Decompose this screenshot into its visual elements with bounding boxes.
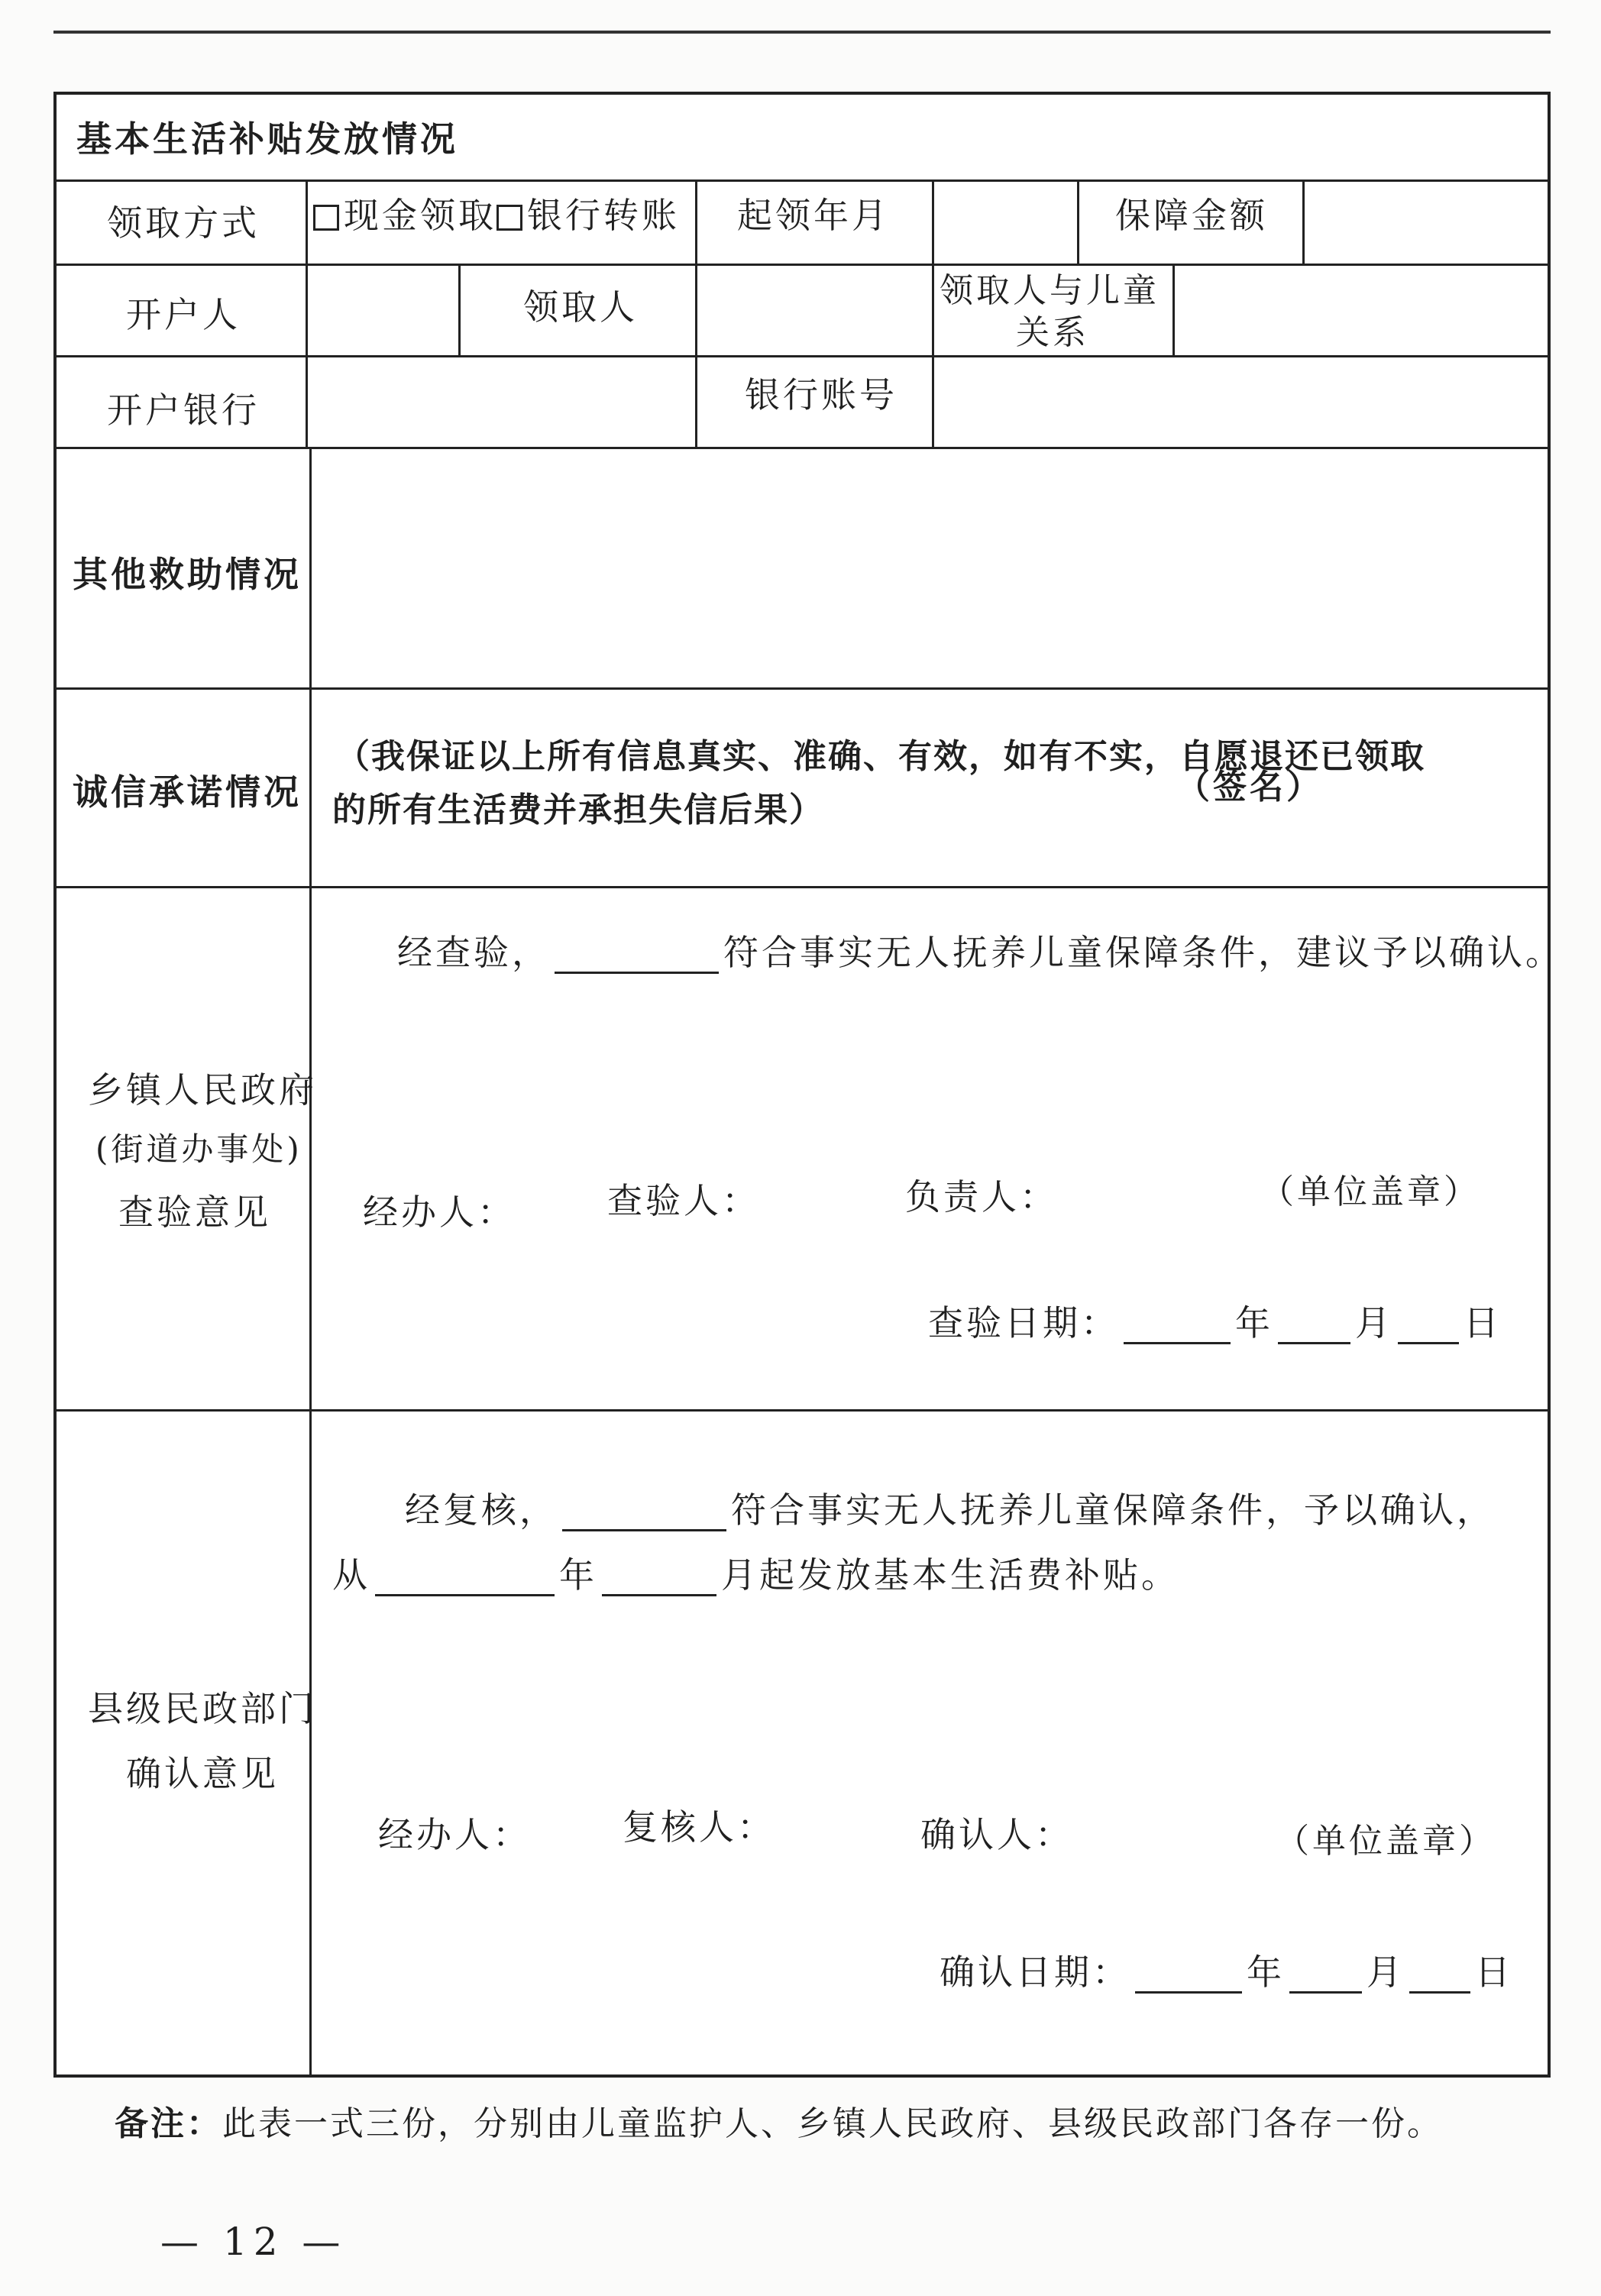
method-options [313,195,680,237]
relation-label-1: 领取人与儿童 [940,271,1160,310]
note-label: 备注： [115,2104,222,2143]
township-month-blank[interactable] [1278,1311,1350,1344]
township-label-2: (街道办事处) [95,1130,302,1168]
township-sentence [397,932,1564,974]
note-text: 此表一式三份，分别由儿童监护人、乡镇人民政府、县级民政部门各存一份。 [222,2104,1443,2143]
county-handler: 经办人： [378,1814,531,1855]
month-label: 月 [1355,1302,1393,1344]
day-label: 日 [1475,1952,1513,1993]
recipient-label: 领取人 [523,286,638,328]
day-label: 日 [1464,1302,1502,1344]
county-date-label: 确认日期： [940,1952,1130,1993]
county-prefix: 经复核， [405,1489,558,1531]
top-border [53,31,1551,34]
section-title: 基本生活补贴发放情况 [76,118,458,160]
township-date-label: 查验日期： [928,1302,1119,1344]
row-divider [53,179,1551,182]
county-child-blank[interactable] [562,1499,726,1531]
cash-option-label: 现金领取 [344,195,496,236]
col-divider [1077,179,1079,264]
page-number: — 12 — [160,2220,347,2264]
col-divider [695,179,697,447]
township-prefix: 经查验， [397,932,550,973]
county-label-2: 确认意见 [126,1753,279,1794]
county-day-blank[interactable] [1409,1961,1470,1994]
col-divider [458,264,461,355]
signature-label: （签名） [1176,768,1323,807]
county-sentence [405,1489,1495,1531]
township-child-blank[interactable] [555,941,719,974]
county-suffix: 符合事实无人抚养儿童保障条件，予以确认， [731,1489,1495,1531]
row-divider [53,447,1551,449]
integrity-line-2: 的所有生活费并承担失信后果） [332,791,824,829]
start-suffix: 月起发放基本生活费补贴。 [721,1554,1179,1596]
township-label-1: 乡镇人民政府 [88,1069,317,1111]
township-year-blank[interactable] [1124,1311,1231,1344]
col-divider [1302,179,1305,264]
col-divider [306,179,308,447]
county-confirmer: 确认人： [920,1814,1073,1855]
footer-note [115,2104,1443,2145]
account-holder-label: 开户人 [126,294,241,335]
township-day-blank[interactable] [1398,1311,1459,1344]
township-inspector: 查验人： [607,1180,760,1221]
row-divider [53,355,1551,357]
from-label: 从 [332,1554,370,1596]
county-label-1: 县级民政部门 [88,1688,317,1729]
row-divider [53,264,1551,266]
bank-option-label: 银行转账 [527,195,680,236]
county-month-blank[interactable] [1289,1961,1362,1994]
county-year-blank[interactable] [1135,1961,1242,1994]
township-seal: （单位盖章） [1260,1172,1480,1211]
col-divider [309,447,312,2078]
bank-label: 开户银行 [107,390,260,431]
method-label: 领取方式 [107,202,260,244]
county-start-year-blank[interactable] [375,1564,555,1596]
integrity-line-1: （我保证以上所有信息真实、准确、有效，如有不实，自愿退还已领取 [336,737,1425,776]
row-divider [53,1409,1551,1412]
township-suffix: 符合事实无人抚养儿童保障条件，建议予以确认。 [723,932,1564,973]
township-label-3: 查验意见 [118,1192,271,1233]
township-handler: 经办人： [363,1192,516,1233]
relation-label-2: 关系 [1016,313,1089,352]
bank-checkbox[interactable] [496,205,522,231]
county-line-2 [332,1554,1179,1596]
row-divider [53,886,1551,888]
township-responsible: 负责人： [905,1176,1058,1218]
row-divider [53,687,1551,690]
month-label: 月 [1367,1952,1405,1993]
county-reviewer: 复核人： [623,1806,775,1848]
cash-checkbox[interactable] [313,205,339,231]
county-date [940,1952,1513,1994]
other-aid-label: 其他救助情况 [73,554,302,595]
county-start-month-blank[interactable] [602,1564,716,1596]
year-label: 年 [559,1554,597,1596]
col-divider [1172,264,1175,355]
start-month-label: 起领年月 [737,195,890,236]
county-seal: （单位盖章） [1276,1822,1496,1861]
township-date [928,1302,1502,1344]
integrity-label: 诚信承诺情况 [73,771,302,813]
account-number-label: 银行账号 [745,374,898,416]
year-label: 年 [1247,1952,1285,1993]
amount-label: 保障金额 [1115,195,1268,236]
year-label: 年 [1235,1302,1273,1344]
col-divider [932,179,934,447]
